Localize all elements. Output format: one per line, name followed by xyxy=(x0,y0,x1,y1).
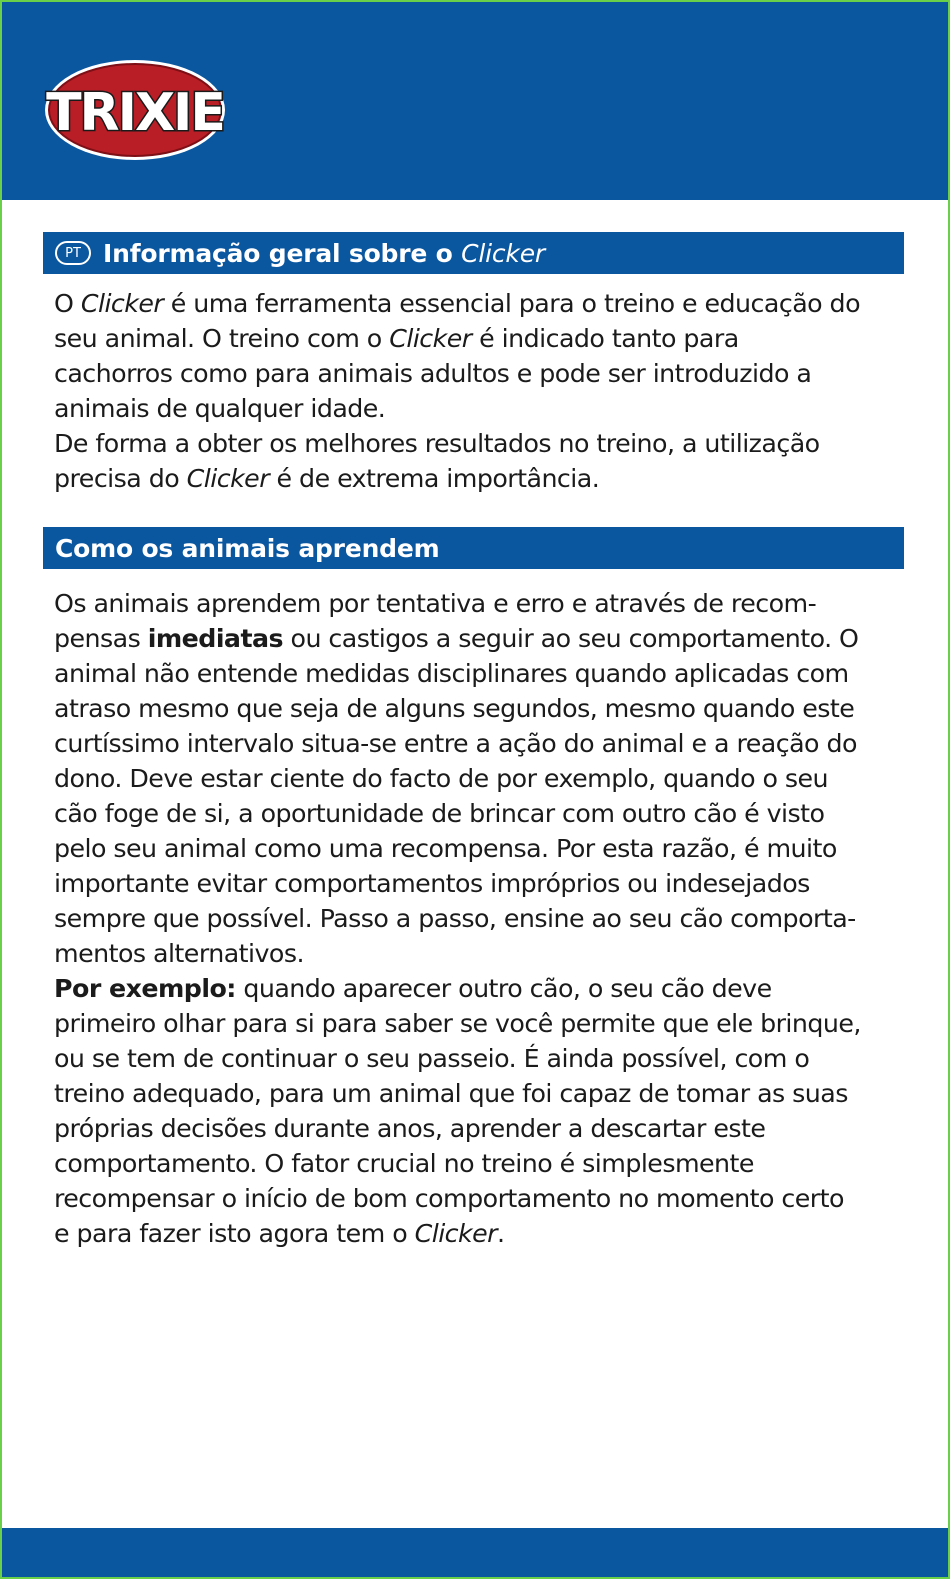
text-run: O xyxy=(54,289,81,318)
text-run: próprias decisões durante anos, aprender a descartar este xyxy=(54,1114,766,1143)
text-run: . xyxy=(497,1219,505,1248)
text-line xyxy=(54,1041,904,1076)
text-run: Os animais aprendem por tentativa e erro e através de recom- xyxy=(54,589,817,618)
text-run: treino adequado, para um animal que foi capaz de tomar as suas xyxy=(54,1079,848,1108)
text-line xyxy=(54,356,904,391)
text-run: cachorros como para animais adultos e pode ser introduzido a xyxy=(54,359,812,388)
italic-text: Clicker xyxy=(80,289,164,318)
text-line xyxy=(54,426,904,461)
text-line xyxy=(54,831,904,866)
text-run: quando aparecer outro cão, o seu cão deve xyxy=(235,974,772,1003)
text-line xyxy=(54,1216,904,1251)
text-line xyxy=(54,321,904,356)
text-line xyxy=(54,1146,904,1181)
text-line xyxy=(54,1006,904,1041)
section-title-text: Informação geral sobre o xyxy=(103,238,462,268)
italic-text: Clicker xyxy=(389,324,472,353)
text-run: animal não entende medidas disciplinares quando aplicadas com xyxy=(54,659,849,688)
text-run: comportamento. O fator crucial no treino é simplesmente xyxy=(54,1149,754,1178)
section-heading-clicker-info xyxy=(43,232,904,274)
text-line xyxy=(54,621,904,656)
text-line xyxy=(54,656,904,691)
paragraph-clicker-info xyxy=(54,286,904,496)
text-line xyxy=(54,796,904,831)
text-run: e para fazer isto agora tem o xyxy=(54,1219,415,1248)
text-run: ou se tem de continuar o seu passeio. É ainda possível, com o xyxy=(54,1044,810,1073)
text-run: atraso mesmo que seja de alguns segundos, mesmo quando este xyxy=(54,694,855,723)
section-heading-how-animals-learn xyxy=(43,527,904,569)
text-run: mentos alternativos. xyxy=(54,939,304,968)
text-line xyxy=(54,461,904,496)
bold-text: imediatas xyxy=(147,624,284,653)
header-band xyxy=(2,2,948,200)
text-line xyxy=(54,286,904,321)
text-run: dono. Deve estar ciente do facto de por exemplo, quando o seu xyxy=(54,764,829,793)
text-run: é uma ferramenta essencial para o treino e educação do xyxy=(163,289,860,318)
text-line xyxy=(54,936,904,971)
text-run: pensas xyxy=(54,624,148,653)
bold-text: Por exemplo: xyxy=(54,974,236,1003)
text-run: é de extrema importância. xyxy=(269,464,600,493)
text-run: sempre que possível. Passo a passo, ensine ao seu cão comporta- xyxy=(54,904,856,933)
paragraph-how-animals-learn xyxy=(54,586,904,1251)
text-line xyxy=(54,726,904,761)
section-title-emphasis: Clicker xyxy=(461,238,545,268)
text-run: é indicado tanto para xyxy=(471,324,739,353)
text-line xyxy=(54,866,904,901)
text-run: curtíssimo intervalo situa-se entre a ação do animal e a reação do xyxy=(54,729,857,758)
text-run: precisa do xyxy=(54,464,187,493)
footer-band xyxy=(2,1528,948,1577)
text-line xyxy=(54,586,904,621)
section-title-text: Como os animais aprendem xyxy=(55,533,440,563)
text-run: recompensar o início de bom comportamento no momento certo xyxy=(54,1184,844,1213)
text-run: De forma a obter os melhores resultados no treino, a utilização xyxy=(54,429,820,458)
trixie-logo xyxy=(42,54,228,162)
text-run: importante evitar comportamentos impróprios ou indesejados xyxy=(54,869,810,898)
text-line xyxy=(54,1076,904,1111)
italic-text: Clicker xyxy=(414,1219,498,1248)
text-line xyxy=(54,1111,904,1146)
italic-text: Clicker xyxy=(186,464,270,493)
text-line xyxy=(54,1181,904,1216)
text-line xyxy=(54,691,904,726)
text-line xyxy=(54,901,904,936)
text-line xyxy=(54,391,904,426)
language-badge-pt: PT xyxy=(55,241,91,265)
logo-text: TRIXIE xyxy=(46,83,224,143)
text-run: animais de qualquer idade. xyxy=(54,394,386,423)
text-line xyxy=(54,971,904,1006)
text-line xyxy=(54,761,904,796)
text-run: cão foge de si, a oportunidade de brincar com outro cão é visto xyxy=(54,799,825,828)
text-run: ou castigos a seguir ao seu comportamento. O xyxy=(283,624,859,653)
text-run: seu animal. O treino com o xyxy=(54,324,390,353)
text-run: primeiro olhar para si para saber se você permite que ele brinque, xyxy=(54,1009,861,1038)
text-run: pelo seu animal como uma recompensa. Por esta razão, é muito xyxy=(54,834,837,863)
